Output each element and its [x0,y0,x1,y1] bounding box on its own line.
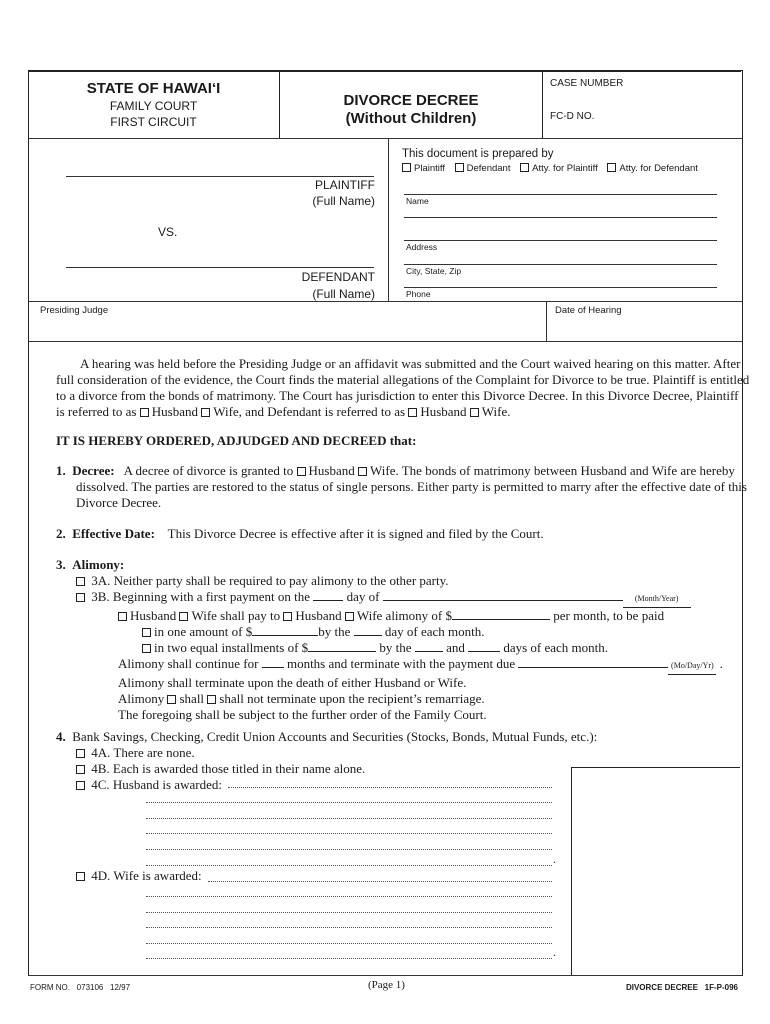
ordered-heading: IT IS HEREBY ORDERED, ADJUDGED AND DECREED that: [56,433,417,448]
presiding-judge-label: Presiding Judge [40,305,109,316]
wife-award-line-1[interactable] [208,881,552,882]
plaintiff-husband-checkbox[interactable] [140,408,149,417]
husband-award-line-3[interactable] [146,818,552,819]
preparer-phone-label: Phone [406,289,431,299]
accounts-4c-checkbox[interactable] [76,781,85,790]
preparer-address-label: Address [406,242,438,252]
wife-award-period: . [553,945,556,959]
one-amount-field[interactable] [252,624,318,636]
prepared-by-options [402,163,698,174]
termination-date-field[interactable] [518,656,668,668]
plaintiff-fullname-label: (Full Name) [312,194,375,208]
remarriage-shall-not-checkbox[interactable] [207,695,216,704]
vs-label: VS. [158,225,178,239]
defendant-husband-checkbox[interactable] [408,408,417,417]
document-subtitle: (Without Children) [345,110,477,127]
alimony-3a-checkbox[interactable] [76,577,85,586]
preparer-city-label: City, State, Zip [406,266,462,276]
court-name: FAMILY COURT [109,99,198,113]
preparer-line-2[interactable] [404,217,717,218]
preparer-line-1[interactable] [404,194,717,195]
prepared-atty-defendant-label: Atty. for Defendant [619,163,698,174]
page-number: (Page 1) [368,979,405,991]
preparer-line-5[interactable] [404,287,717,288]
wife-award-line-2[interactable] [146,896,552,897]
husband-award-line-2[interactable] [146,802,552,803]
husband-award-line-5[interactable] [146,849,552,850]
defendant-wife-checkbox[interactable] [470,408,479,417]
wife-award-line-5[interactable] [146,943,552,944]
prepared-plaintiff-label: Plaintiff [414,163,445,174]
accounts-4b-checkbox[interactable] [76,765,85,774]
defendant-name-line[interactable] [66,267,374,268]
case-number-label: CASE NUMBER [550,78,624,89]
form-number: FORM NO. 073106 12/97 [30,983,131,992]
header-case-cell [542,72,543,138]
two-installments-checkbox[interactable] [142,644,151,653]
wife-award-line-4[interactable] [146,927,552,928]
husband-award-period: . [553,852,556,866]
payee-wife-checkbox[interactable] [345,612,354,621]
mo-day-yr-hint: (Mo/Day/Yr) [668,658,716,675]
wife-award-line-6[interactable] [146,958,552,959]
plaintiff-name-line[interactable] [66,176,374,177]
section-decree: 1. Decree: A decree of divorce is granted to Husband Wife. The bonds of matrimony between Husband and Wife are hereby dissolved. The parties are restored to the status of single persons. Either party is permitted to marry after the effective date of this Divorce Decree. [56,463,747,510]
payer-wife-checkbox[interactable] [179,612,188,621]
section-effective-date: 2. Effective Date: This Divorce Decree is effective after it is signed and filed by the Court. [56,526,544,541]
preparer-line-3[interactable] [404,240,717,241]
document-title: DIVORCE DECREE [343,92,479,109]
section-alimony: 3. Alimony: 3A. Neither party shall be required to pay alimony to the other party. 3B. Beginning with a first payment on the day of (Month/Year) Husband Wife shall pay to Husband Wife alimony of $ per month, to be paid in one amount of $ by the day of each month. in two equal installments of $ by the and days of each month. Alimony shall continue for months and terminate with the payment due (Mo/Day/Yr) . Alimony shall terminate upon the death of either Husband or Wife. Alimony shall shall not terminate upon the recipient’s remarriage. The foregoing shall be subject to the further order of the Family Court. [56,557,723,722]
prepared-by-heading: This document is prepared by [402,148,554,160]
hearing-date-label: Date of Hearing [555,305,622,316]
first-payment-month-field[interactable] [383,589,623,601]
defendant-fullname-label: (Full Name) [312,287,375,301]
decree-husband-checkbox[interactable] [297,467,306,476]
state-title: STATE OF HAWAI‘I [86,80,221,97]
decree-wife-checkbox[interactable] [358,467,367,476]
remarriage-shall-checkbox[interactable] [167,695,176,704]
defendant-label: DEFENDANT [301,270,375,284]
husband-award-line-6[interactable] [146,865,552,866]
prepared-atty-plaintiff-label: Atty. for Plaintiff [532,163,598,174]
plaintiff-wife-checkbox[interactable] [201,408,210,417]
payee-husband-checkbox[interactable] [283,612,292,621]
preparer-line-4[interactable] [404,264,717,265]
installment-amount-field[interactable] [308,640,376,652]
section-bank-accounts: 4. Bank Savings, Checking, Credit Union Accounts and Securities (Stocks, Bonds, Mutual Funds, etc.): 4A. There are none. 4B. Each is awarded those titled in their name alone. 4C. Husband is awarded: [56,729,598,792]
circuit-name: FIRST CIRCUIT [110,115,197,129]
accounts-4d-checkbox[interactable] [76,872,85,881]
husband-award-line-1[interactable] [228,787,552,788]
plaintiff-label: PLAINTIFF [314,178,375,192]
husband-award-line-4[interactable] [146,833,552,834]
wife-award-label: 4D. Wife is awarded: [76,868,202,884]
fcd-number-label: FC-D NO. [550,111,595,122]
alimony-amount-field[interactable] [452,608,550,620]
month-year-hint: (Month/Year) [623,591,691,608]
prepared-defendant-checkbox[interactable] [455,163,464,172]
prepared-atty-defendant-checkbox[interactable] [607,163,616,172]
court-stamp-box [571,767,740,976]
prepared-defendant-label: Defendant [466,163,511,174]
one-amount-checkbox[interactable] [142,628,151,637]
alimony-3b-checkbox[interactable] [76,593,85,602]
accounts-4a-checkbox[interactable] [76,749,85,758]
prepared-atty-plaintiff-checkbox[interactable] [520,163,529,172]
prepared-plaintiff-checkbox[interactable] [402,163,411,172]
wife-award-line-3[interactable] [146,912,552,913]
preparer-name-label: Name [406,196,429,206]
form-code: DIVORCE DECREE 1F-P-096 [625,983,738,992]
payer-husband-checkbox[interactable] [118,612,127,621]
intro-paragraph: A hearing was held before the Presiding Judge or an affidavit was submitted and the Court waived hearing on this matter. After full consideration of the evidence, the Court finds the material allegations of the Complaint for Divorce to be true. Plaintiff is entitled to a divorce from the bonds of matrimony. The Court has jurisdiction to enter this Divorce Decree. In this Divorce Decree, Plaintiff is referred to as Husband Wife, and Defendant is referred to as Husband Wife. [56,356,750,419]
